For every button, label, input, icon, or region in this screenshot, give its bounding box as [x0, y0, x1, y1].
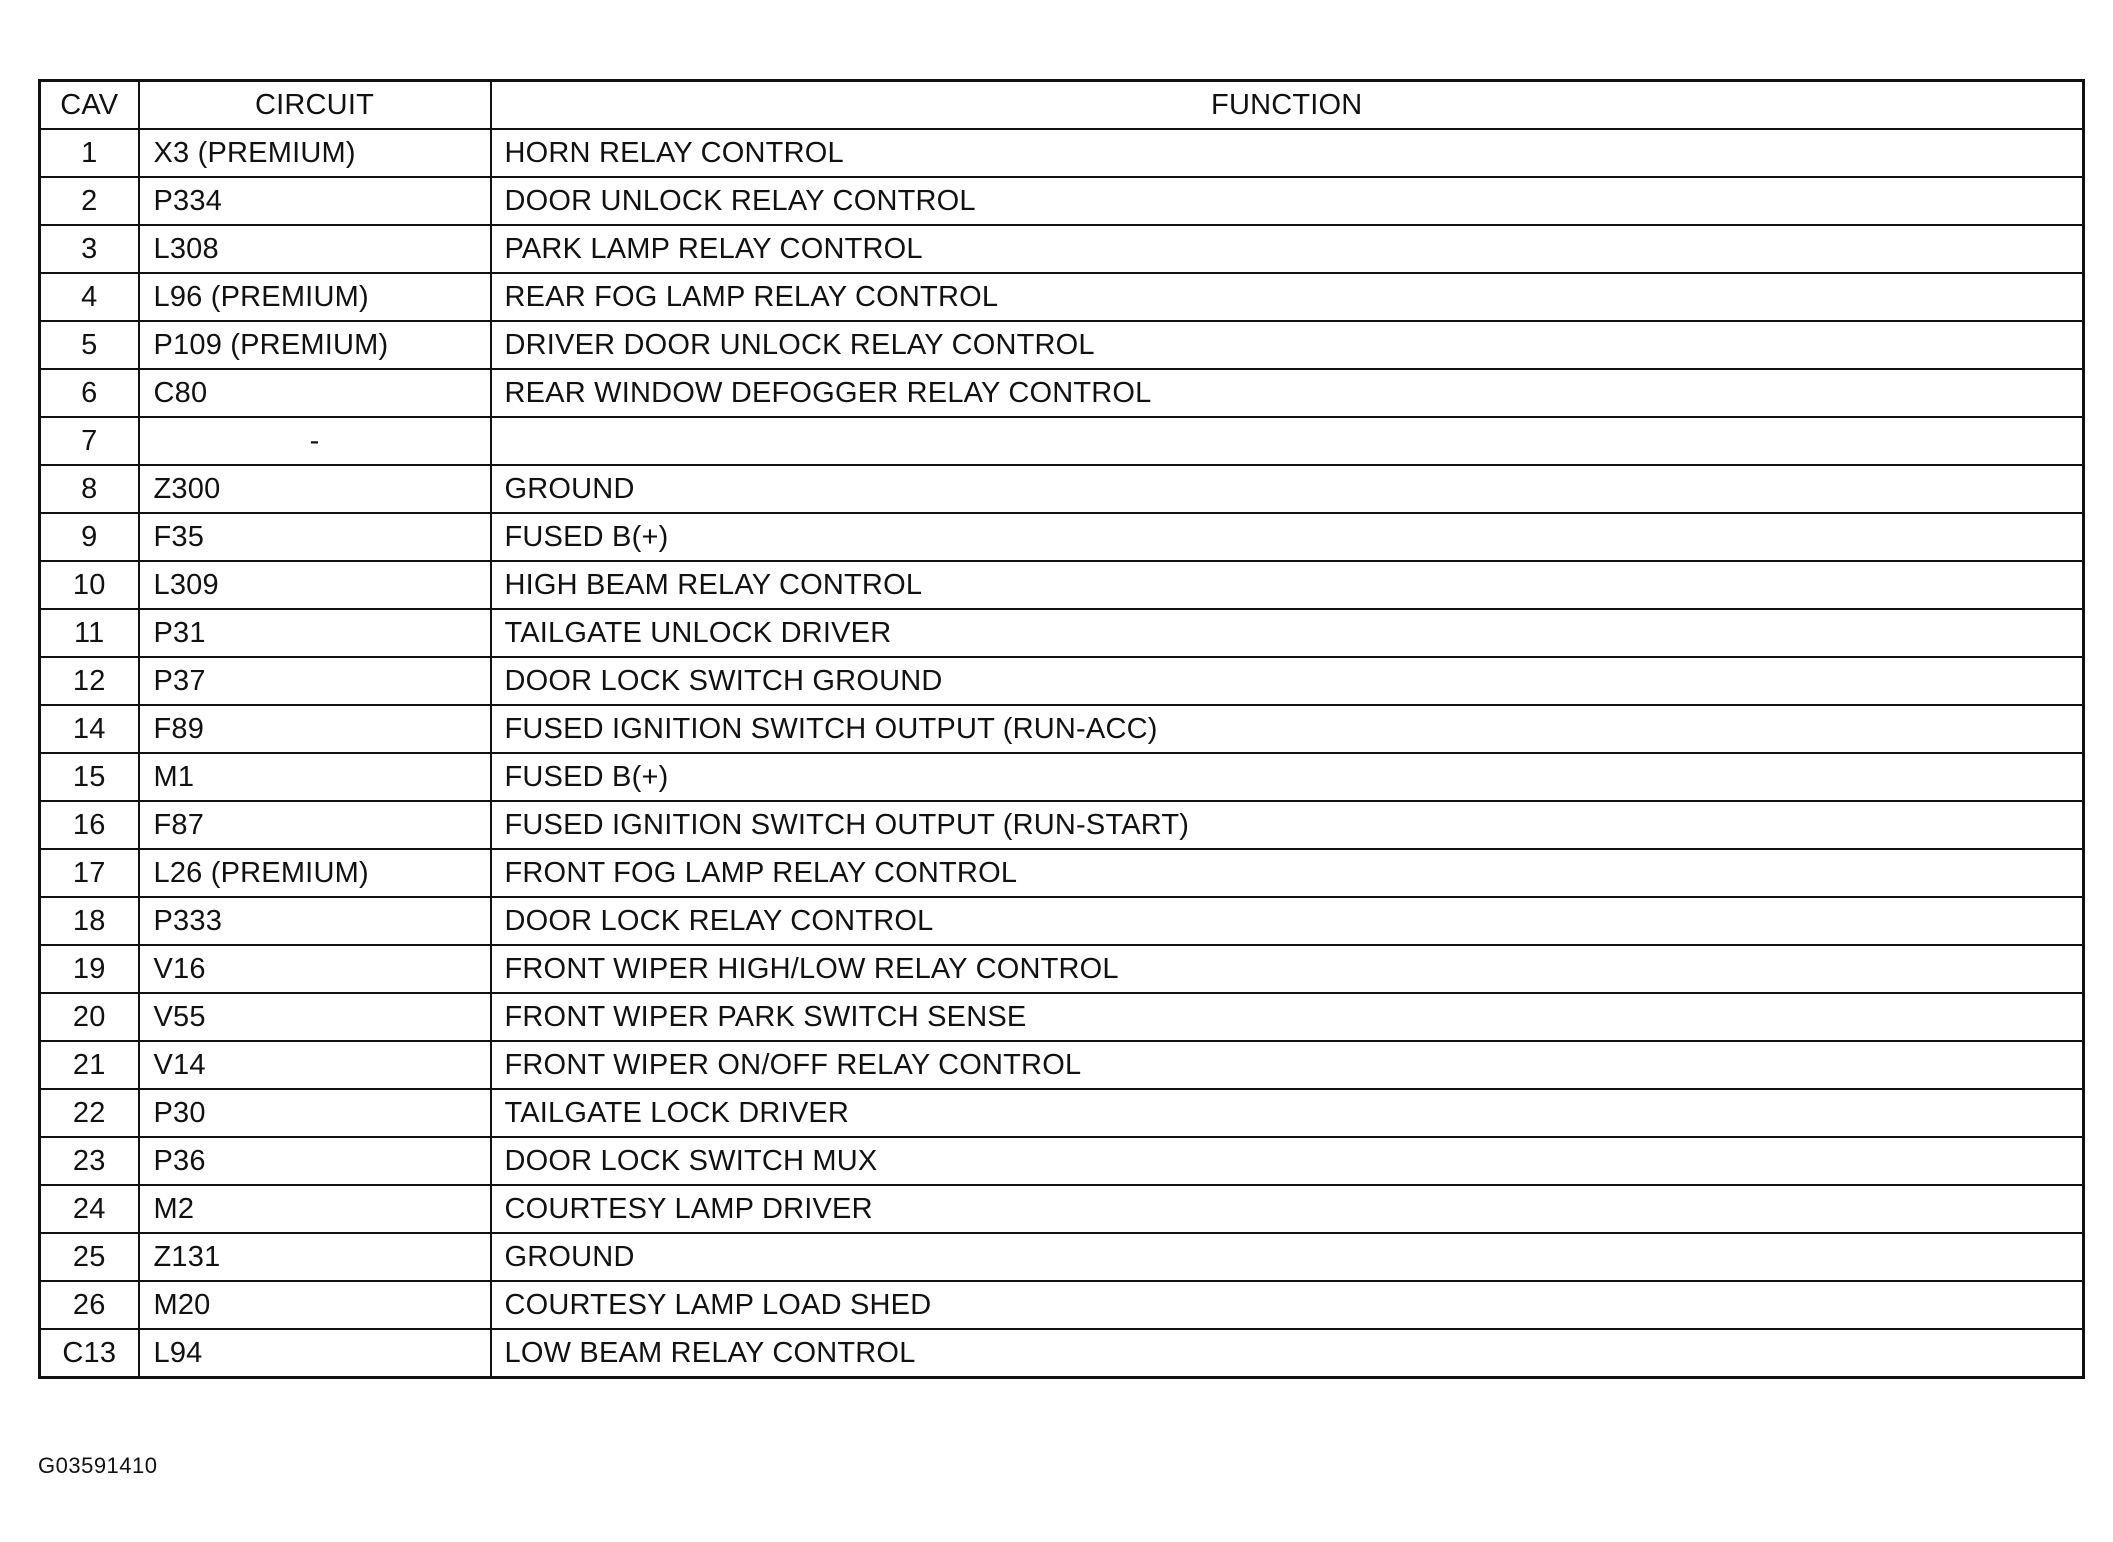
- cell-function: DOOR UNLOCK RELAY CONTROL: [491, 177, 2084, 225]
- table-row: [40, 321, 2084, 369]
- cell-cav: 8: [40, 465, 139, 513]
- cell-circuit: Z131: [139, 1233, 491, 1281]
- cell-function: HIGH BEAM RELAY CONTROL: [491, 561, 2084, 609]
- table-row: [40, 177, 2084, 225]
- cell-circuit: P37: [139, 657, 491, 705]
- cell-cav: 10: [40, 561, 139, 609]
- table-row: [40, 705, 2084, 753]
- cell-circuit: F89: [139, 705, 491, 753]
- cell-cav: 6: [40, 369, 139, 417]
- cell-function: FUSED IGNITION SWITCH OUTPUT (RUN-ACC): [491, 705, 2084, 753]
- cell-cav: 12: [40, 657, 139, 705]
- cell-function: DOOR LOCK RELAY CONTROL: [491, 897, 2084, 945]
- table-row: [40, 1329, 2084, 1378]
- table-row: [40, 945, 2084, 993]
- cell-function: DOOR LOCK SWITCH MUX: [491, 1137, 2084, 1185]
- header-function: FUNCTION: [491, 81, 2084, 130]
- cell-cav: 23: [40, 1137, 139, 1185]
- cell-function: COURTESY LAMP DRIVER: [491, 1185, 2084, 1233]
- cell-function: FRONT WIPER PARK SWITCH SENSE: [491, 993, 2084, 1041]
- cell-circuit: V16: [139, 945, 491, 993]
- cell-circuit: L309: [139, 561, 491, 609]
- cell-function: GROUND: [491, 465, 2084, 513]
- cell-cav: 15: [40, 753, 139, 801]
- cell-circuit: M2: [139, 1185, 491, 1233]
- figure-id: G03591410: [38, 1453, 158, 1478]
- table-row: [40, 657, 2084, 705]
- table-row: [40, 753, 2084, 801]
- cell-cav: 26: [40, 1281, 139, 1329]
- cell-circuit: X3 (PREMIUM): [139, 129, 491, 177]
- cell-circuit: L26 (PREMIUM): [139, 849, 491, 897]
- table-row: [40, 129, 2084, 177]
- table-row: [40, 897, 2084, 945]
- cell-circuit: L96 (PREMIUM): [139, 273, 491, 321]
- cell-function: REAR FOG LAMP RELAY CONTROL: [491, 273, 2084, 321]
- table-row: [40, 1281, 2084, 1329]
- cell-cav: 24: [40, 1185, 139, 1233]
- cell-cav: 16: [40, 801, 139, 849]
- cell-cav: 17: [40, 849, 139, 897]
- cell-function: FUSED B(+): [491, 513, 2084, 561]
- cell-cav: 7: [40, 417, 139, 465]
- cell-function: DOOR LOCK SWITCH GROUND: [491, 657, 2084, 705]
- table-header-row: [40, 81, 2084, 130]
- cell-cav: 14: [40, 705, 139, 753]
- cell-circuit: C80: [139, 369, 491, 417]
- cell-cav: 1: [40, 129, 139, 177]
- cell-circuit: L94: [139, 1329, 491, 1378]
- cell-cav: 20: [40, 993, 139, 1041]
- table-row: [40, 801, 2084, 849]
- cell-cav: 11: [40, 609, 139, 657]
- cell-circuit: P36: [139, 1137, 491, 1185]
- cell-cav: 18: [40, 897, 139, 945]
- cell-circuit: M1: [139, 753, 491, 801]
- cell-function: HORN RELAY CONTROL: [491, 129, 2084, 177]
- cell-circuit: P109 (PREMIUM): [139, 321, 491, 369]
- table-row: [40, 1185, 2084, 1233]
- cell-function: FRONT WIPER HIGH/LOW RELAY CONTROL: [491, 945, 2084, 993]
- cell-circuit: P30: [139, 1089, 491, 1137]
- cell-function: [491, 417, 2084, 465]
- cell-circuit: P334: [139, 177, 491, 225]
- table-row: [40, 369, 2084, 417]
- cell-cav: 25: [40, 1233, 139, 1281]
- table-row: [40, 465, 2084, 513]
- cell-circuit: V14: [139, 1041, 491, 1089]
- table-row: [40, 225, 2084, 273]
- cell-circuit: P333: [139, 897, 491, 945]
- cell-cav: C13: [40, 1329, 139, 1378]
- cell-cav: 5: [40, 321, 139, 369]
- header-circuit: CIRCUIT: [139, 81, 491, 130]
- cell-circuit: F35: [139, 513, 491, 561]
- cell-circuit: L308: [139, 225, 491, 273]
- table-row: [40, 561, 2084, 609]
- table-row: [40, 993, 2084, 1041]
- cell-function: FUSED IGNITION SWITCH OUTPUT (RUN-START): [491, 801, 2084, 849]
- cell-function: GROUND: [491, 1233, 2084, 1281]
- cell-cav: 9: [40, 513, 139, 561]
- cell-cav: 21: [40, 1041, 139, 1089]
- cell-function: LOW BEAM RELAY CONTROL: [491, 1329, 2084, 1378]
- cell-function: PARK LAMP RELAY CONTROL: [491, 225, 2084, 273]
- cell-function: TAILGATE LOCK DRIVER: [491, 1089, 2084, 1137]
- cell-circuit: -: [139, 417, 491, 465]
- cell-circuit: Z300: [139, 465, 491, 513]
- cell-function: FUSED B(+): [491, 753, 2084, 801]
- cell-cav: 2: [40, 177, 139, 225]
- cell-circuit: M20: [139, 1281, 491, 1329]
- table-row: [40, 609, 2084, 657]
- cell-function: FRONT FOG LAMP RELAY CONTROL: [491, 849, 2084, 897]
- table-row: [40, 513, 2084, 561]
- cell-function: FRONT WIPER ON/OFF RELAY CONTROL: [491, 1041, 2084, 1089]
- cell-function: TAILGATE UNLOCK DRIVER: [491, 609, 2084, 657]
- cell-function: DRIVER DOOR UNLOCK RELAY CONTROL: [491, 321, 2084, 369]
- cell-circuit: V55: [139, 993, 491, 1041]
- cell-cav: 19: [40, 945, 139, 993]
- table-row: [40, 849, 2084, 897]
- table-row: [40, 1137, 2084, 1185]
- header-cav: CAV: [40, 81, 139, 130]
- cell-circuit: P31: [139, 609, 491, 657]
- cell-cav: 22: [40, 1089, 139, 1137]
- table-row: [40, 1089, 2084, 1137]
- cell-cav: 4: [40, 273, 139, 321]
- cell-cav: 3: [40, 225, 139, 273]
- table-row: [40, 273, 2084, 321]
- table-row: [40, 1233, 2084, 1281]
- cell-circuit: F87: [139, 801, 491, 849]
- cell-function: COURTESY LAMP LOAD SHED: [491, 1281, 2084, 1329]
- cell-function: REAR WINDOW DEFOGGER RELAY CONTROL: [491, 369, 2084, 417]
- table-body: [40, 129, 2084, 1378]
- table-row: [40, 1041, 2084, 1089]
- connector-pinout-table: [38, 79, 2085, 1379]
- table-row: [40, 417, 2084, 465]
